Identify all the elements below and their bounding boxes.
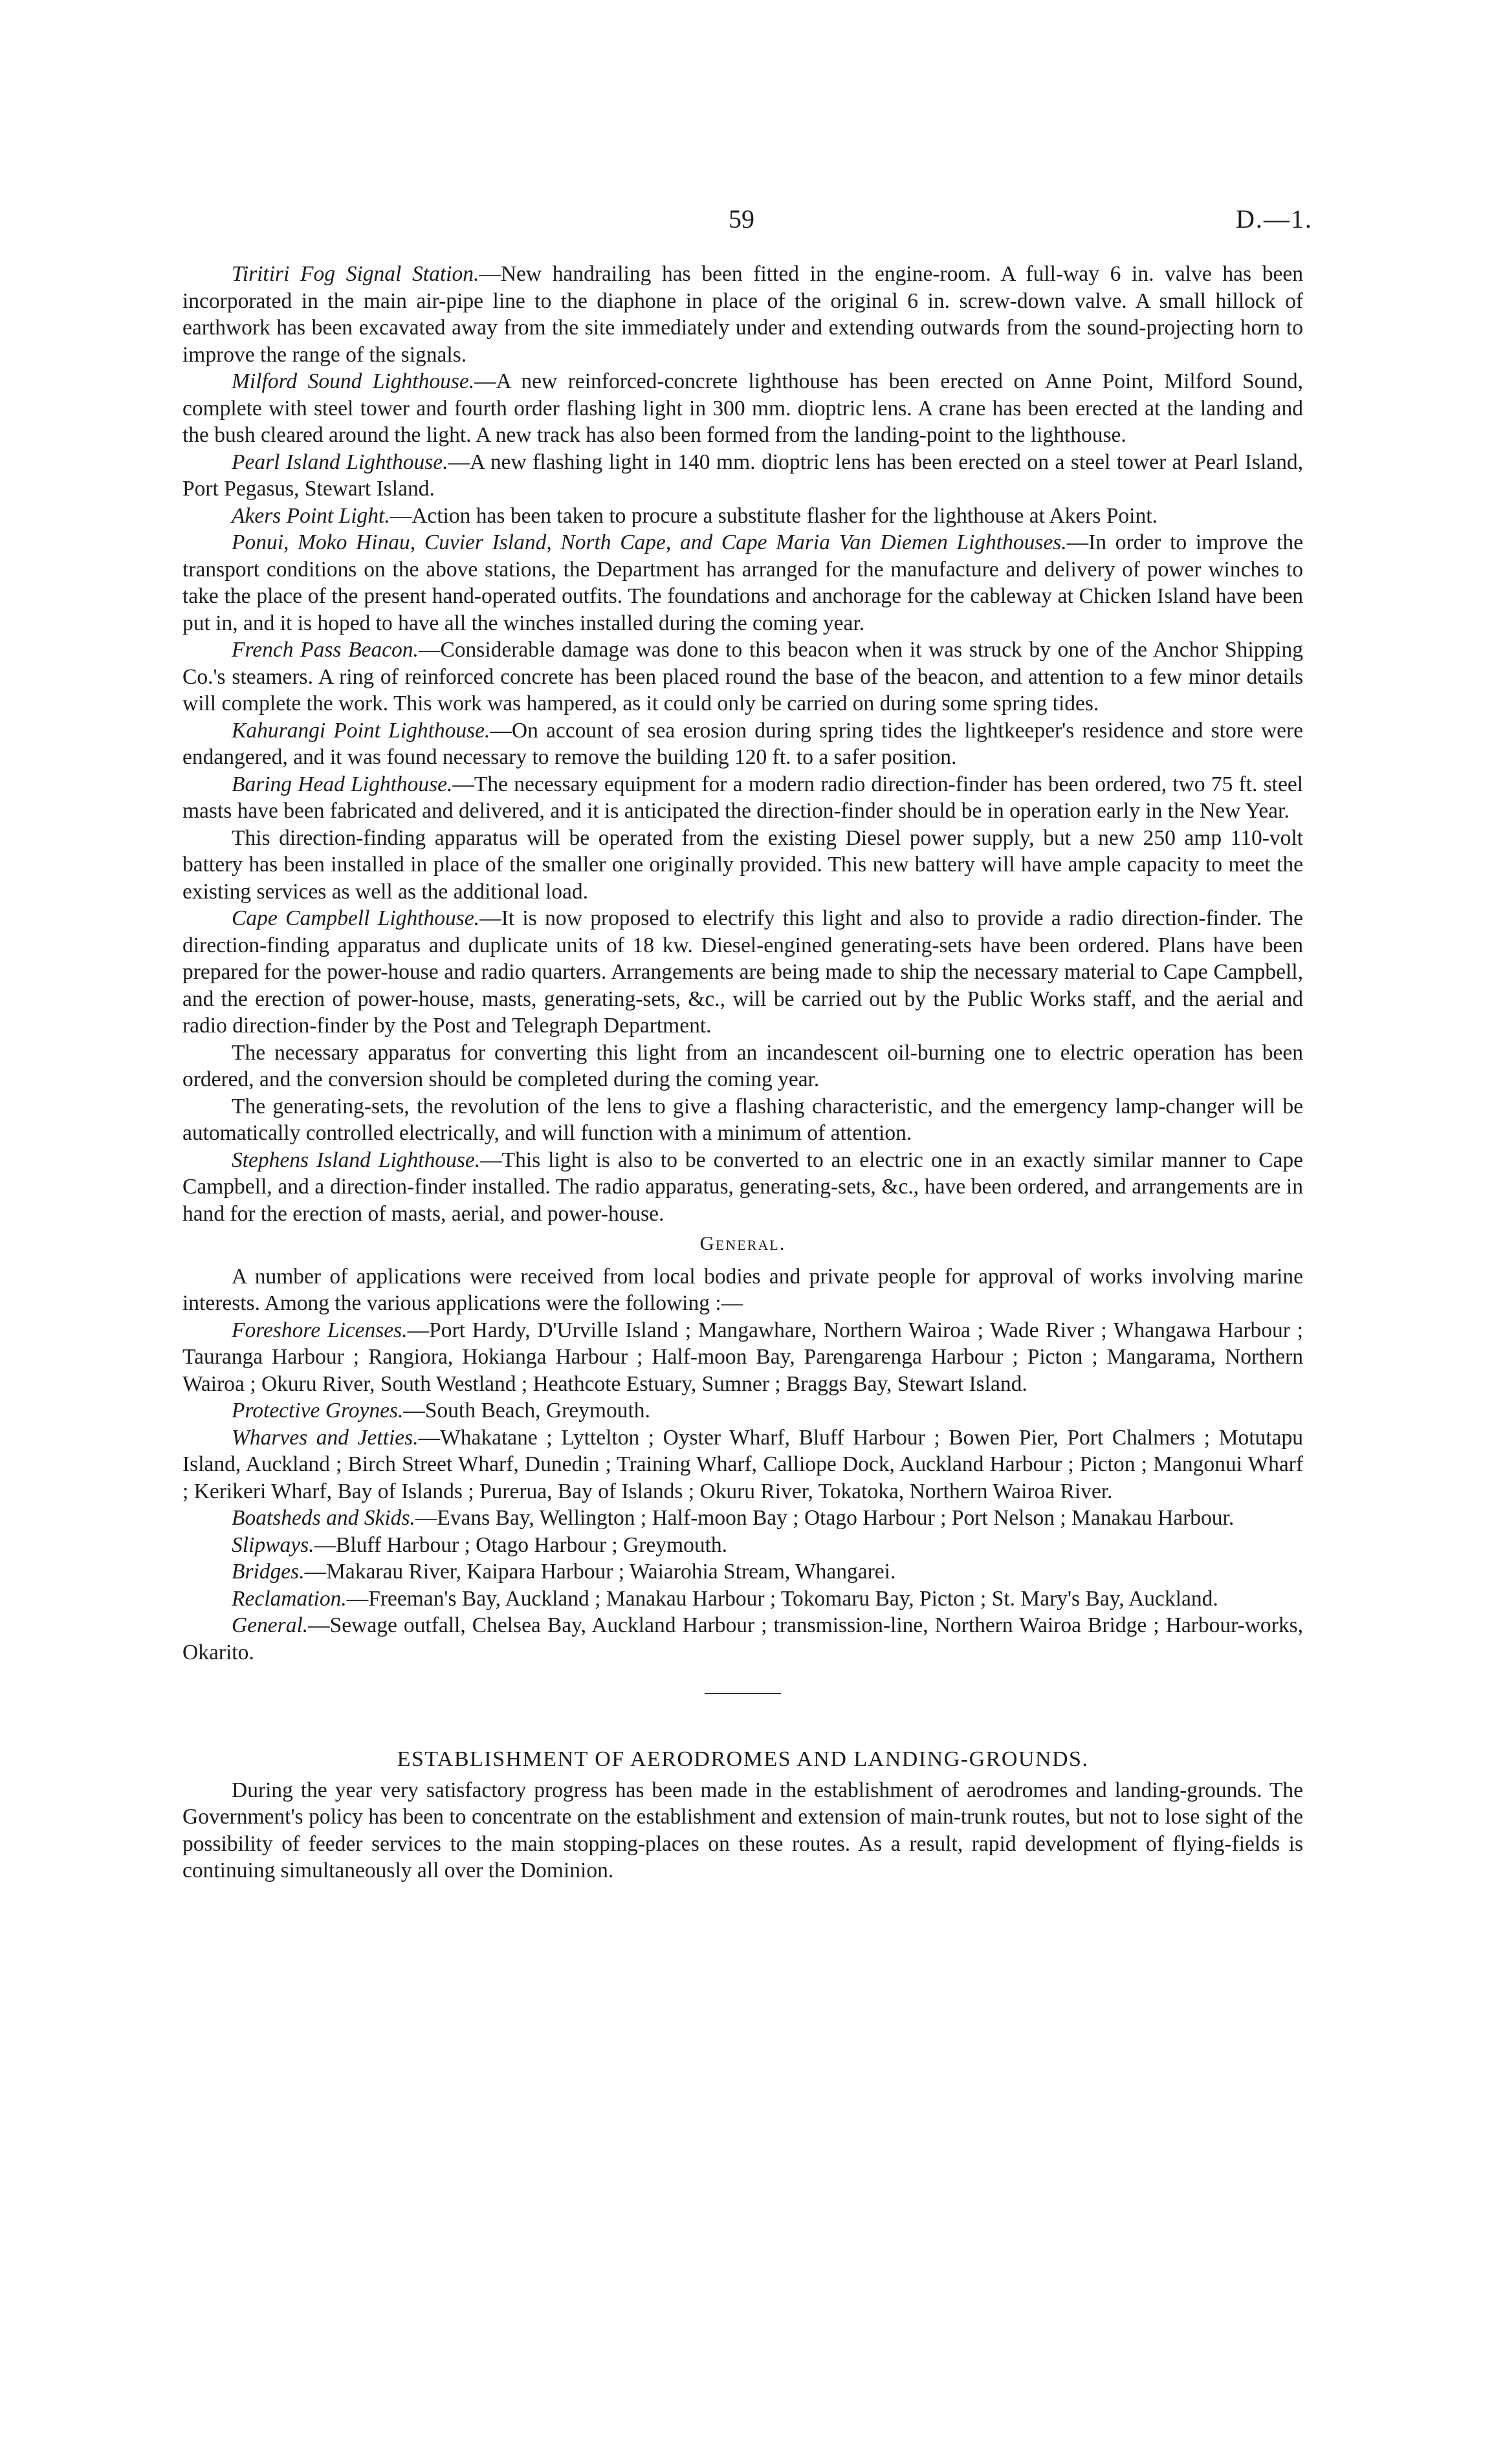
paragraph bbox=[182, 449, 1303, 503]
paragraph bbox=[182, 905, 1303, 1040]
paragraph-heading: Boatsheds and Skids. bbox=[232, 1506, 415, 1530]
document-reference: D.—1. bbox=[1236, 204, 1313, 234]
section-divider bbox=[705, 1693, 781, 1694]
paragraph-heading: General. bbox=[232, 1613, 309, 1637]
paragraph-body: A number of applications were received from local bodies and private people for approval of works involving marine interests. Among the various applications were the following :— bbox=[182, 1264, 1303, 1315]
body-text bbox=[182, 261, 1303, 1884]
paragraph-heading: Akers Point Light. bbox=[232, 503, 390, 528]
lighthouse-section bbox=[182, 261, 1303, 1227]
paragraph bbox=[182, 1317, 1303, 1398]
paragraph-body: —Sewage outfall, Chelsea Bay, Auckland Harbour ; transmission-line, Northern Wairoa Bridge ; Harbour-works, Okarito. bbox=[182, 1613, 1303, 1664]
paragraph-body: —New handrailing has been fitted in the engine-room. A full-way 6 in. valve has been incorporated in the main air-pipe line to the diaphone in place of the original 6 in. screw-down valve. A small hillock of earthwork has been excavated away from the site immediately under and extending outwards from the sound-projecting horn to improve the range of the signals. bbox=[182, 262, 1303, 367]
paragraph-heading: Tiritiri Fog Signal Station. bbox=[232, 262, 479, 286]
paragraph bbox=[182, 529, 1303, 637]
paragraph-body: —South Beach, Greymouth. bbox=[403, 1399, 650, 1423]
paragraph bbox=[182, 1147, 1303, 1228]
page-header bbox=[0, 206, 1505, 238]
paragraph bbox=[182, 1424, 1303, 1505]
paragraph-heading: Kahurangi Point Lighthouse. bbox=[232, 718, 490, 743]
paragraph-heading: Pearl Island Lighthouse. bbox=[232, 450, 448, 474]
paragraph bbox=[182, 1263, 1303, 1317]
paragraph bbox=[182, 771, 1303, 825]
paragraph-heading: Cape Campbell Lighthouse. bbox=[232, 906, 480, 930]
paragraph-body: The generating-sets, the revolution of the lens to give a flashing characteristic, and the emergency lamp-changer will be automatically controlled electrically, and will function with a minimum of attention. bbox=[182, 1094, 1303, 1145]
general-heading: General. bbox=[699, 1232, 786, 1254]
general-section bbox=[182, 1263, 1303, 1666]
paragraph-body: —Considerable damage was done to this beacon when it was struck by one of the Anchor Shipping Co.'s steamers. A ring of reinforced concrete has been placed round the base of the beacon, and attention to a few minor details will complete the work. This work was hampered, as it could only be carried on during some spring tides. bbox=[182, 638, 1303, 715]
paragraph-heading: Stephens Island Lighthouse. bbox=[232, 1148, 481, 1172]
aerodromes-heading: ESTABLISHMENT OF AERODROMES AND LANDING-GROUNDS. bbox=[397, 1747, 1089, 1771]
paragraph-body: —It is now proposed to electrify this light and also to provide a radio direction-finder. The direction-finding apparatus and duplicate units of 18 kw. Diesel-engined generating-sets have been ordered. Plans have been prepared for the power-house and radio quarters. Arrangements are being made to ship the necessary material to Cape Campbell, and the erection of power-house, masts, generating-sets, &c., will be carried out by the Public Works staff, and the aerial and radio direction-finder by the Post and Telegraph Department. bbox=[182, 906, 1303, 1038]
paragraph-body: —A new reinforced-concrete lighthouse has been erected on Anne Point, Milford Sound, complete with steel tower and fourth order flashing light in 300 mm. dioptric lens. A crane has been erected at the landing and the bush cleared around the light. A new track has also been formed from the landing-point to the lighthouse. bbox=[182, 369, 1303, 447]
paragraph-body: —Port Hardy, D'Urville Island ; Mangawhare, Northern Wairoa ; Wade River ; Whangawa Harbour ; Tauranga Harbour ; Rangiora, Hokianga Harbour ; Half-moon Bay, Parengarenga Harbour ; Picton ; Mangarama, Northern Wairoa ; Okuru River, South Westland ; Heathcote Estuary, Sumner ; Braggs Bay, Stewart Island. bbox=[182, 1318, 1303, 1396]
paragraph bbox=[182, 261, 1303, 368]
paragraph bbox=[182, 1612, 1303, 1666]
paragraph bbox=[182, 1093, 1303, 1147]
paragraph-heading: Bridges. bbox=[232, 1560, 305, 1584]
paragraph-body: —Whakatane ; Lyttelton ; Oyster Wharf, Bluff Harbour ; Bowen Pier, Port Chalmers ; Motutapu Island, Auckland ; Birch Street Wharf, Dunedin ; Training Wharf, Calliope Dock, Auckland Harbour ; Picton ; Mangonui Wharf ; Kerikeri Wharf, Bay of Islands ; Purerua, Bay of Islands ; Okuru River, Tokatoka, Northern Wairoa River. bbox=[182, 1425, 1303, 1503]
paragraph bbox=[182, 368, 1303, 449]
paragraph-heading: Milford Sound Lighthouse. bbox=[232, 369, 475, 393]
paragraph-body: —In order to improve the transport conditions on the above stations, the Department has arranged for the manufacture and delivery of power winches to take the place of the present hand-operated outfits. The foundations and anchorage for the cableway at Chicken Island have been put in, and it is hoped to have all the winches installed during the coming year. bbox=[182, 530, 1303, 635]
paragraph-heading: Foreshore Licenses. bbox=[232, 1318, 408, 1342]
paragraph bbox=[182, 717, 1303, 771]
paragraph bbox=[182, 1532, 1303, 1559]
paragraph-body: The necessary apparatus for converting this light from an incandescent oil-burning one to electric operation has been ordered, and the conversion should be completed during the coming year. bbox=[182, 1040, 1303, 1091]
paragraph-body: —The necessary equipment for a modern radio direction-finder has been ordered, two 75 ft. steel masts have been fabricated and delivered, and it is anticipated the direction-finder should be in operation early in the New Year. bbox=[182, 772, 1303, 823]
paragraph-body: —Bluff Harbour ; Otago Harbour ; Greymouth. bbox=[314, 1532, 728, 1557]
paragraph-body: —This light is also to be converted to an electric one in an exactly similar manner to Cape Campbell, and a direction-finder installed. The radio apparatus, generating-sets, &c., have been ordered, and arrangements are in hand for the erection of masts, aerial, and power-house. bbox=[182, 1148, 1303, 1226]
paragraph-heading: Reclamation. bbox=[232, 1586, 347, 1611]
paragraph-heading: Protective Groynes. bbox=[232, 1399, 404, 1423]
paragraph bbox=[182, 637, 1303, 717]
paragraph-body: —Makarau River, Kaipara Harbour ; Waiarohia Stream, Whangarei. bbox=[304, 1560, 896, 1584]
paragraph-body: —Action has been taken to procure a substitute flasher for the lighthouse at Akers Point. bbox=[390, 503, 1158, 528]
aerodromes-paragraph: During the year very satisfactory progress has been made in the establishment of aerodromes and landing-grounds. The Government's policy has been to concentrate on the establishment and extension of main-trunk routes, but not to lose sight of the possibility of feeder services to the main stopping-places on these routes. As a result, rapid development of flying-fields is continuing simultaneously all over the Dominion. bbox=[182, 1778, 1303, 1882]
paragraph-heading: Baring Head Lighthouse. bbox=[232, 772, 453, 796]
paragraph-body: This direction-finding apparatus will be operated from the existing Diesel power supply, but a new 250 amp 110-volt battery has been installed in place of the smaller one originally provided. This new battery will have ample capacity to meet the existing services as well as the additional load. bbox=[182, 825, 1303, 904]
paragraph bbox=[182, 1505, 1303, 1532]
paragraph-heading: Wharves and Jetties. bbox=[232, 1425, 419, 1450]
paragraph-body: —Evans Bay, Wellington ; Half-moon Bay ; Otago Harbour ; Port Nelson ; Manakau Harbour. bbox=[415, 1506, 1235, 1530]
paragraph bbox=[182, 1558, 1303, 1586]
paragraph-heading: Slipways. bbox=[232, 1532, 314, 1557]
paragraph bbox=[182, 1586, 1303, 1613]
paragraph bbox=[182, 1397, 1303, 1424]
page-number: 59 bbox=[729, 204, 754, 234]
paragraph bbox=[182, 825, 1303, 906]
paragraph bbox=[182, 1040, 1303, 1093]
paragraph-body: —A new flashing light in 140 mm. dioptric lens has been erected on a steel tower at Pearl Island, Port Pegasus, Stewart Island. bbox=[182, 450, 1303, 501]
paragraph-body: —On account of sea erosion during spring tides the lightkeeper's residence and store were endangered, and it was found necessary to remove the building 120 ft. to a safer position. bbox=[182, 718, 1303, 769]
paragraph-body: —Freeman's Bay, Auckland ; Manakau Harbour ; Tokomaru Bay, Picton ; St. Mary's Bay, Auckland. bbox=[346, 1586, 1218, 1611]
paragraph bbox=[182, 503, 1303, 530]
paragraph-heading: Ponui, Moko Hinau, Cuvier Island, North Cape, and Cape Maria Van Diemen Lighthouses. bbox=[232, 530, 1067, 554]
paragraph-heading: French Pass Beacon. bbox=[232, 638, 419, 662]
